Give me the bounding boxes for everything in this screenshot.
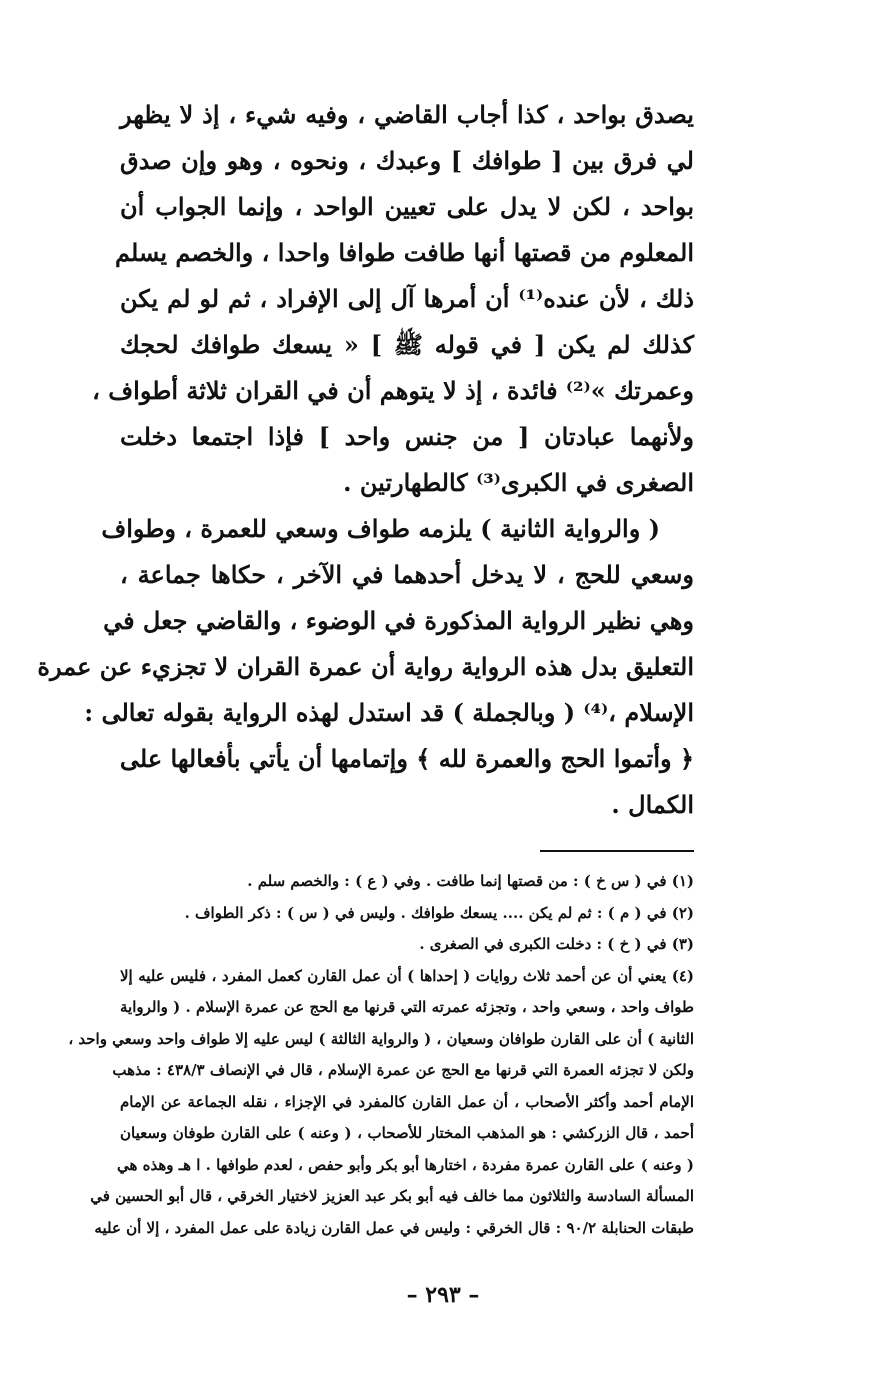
footnote-divider: [540, 850, 694, 852]
text-line: ذلك ، لأن عنده⁽¹⁾ أن أمرها آل إلى الإفراد ، ثم لو لم يكن: [120, 284, 695, 313]
text-line: وعمرتك »⁽²⁾ فائدة ، إذ لا يتوهم أن في القران ثلاثة أطواف ،: [92, 376, 694, 405]
text-line: كذلك لم يكن [ في قوله ﷺ ] « يسعك طوافك لحجك: [120, 330, 694, 359]
text-line: لي فرق بين [ طوافك ] وعبدك ، ونحوه ، وهو وإن صدق: [120, 146, 694, 175]
footnote-1: (١) في ( س خ ) : من قصتها إنما طافت . وفي ( ع ) : والخصم سلم .: [247, 872, 694, 890]
footnote-4-line: طواف واحد ، وسعي واحد ، وتجزئه عمرته التي قرنها مع الحج عن عمرة الإسلام . ( والرواية: [120, 998, 694, 1016]
text-line: وسعي للحج ، لا يدخل أحدهما في الآخر ، حكاها جماعة ،: [120, 560, 694, 589]
text-line: ولأنهما عبادتان [ من جنس واحد ] فإذا اجتمعا دخلت: [120, 422, 694, 451]
text-line: المعلوم من قصتها أنها طافت طوافا واحدا ، والخصم يسلم: [115, 238, 694, 267]
footnote-3: (٣) في ( خ ) : دخلت الكبرى في الصغرى .: [419, 935, 694, 953]
text-line: يصدق بواحد ، كذا أجاب القاضي ، وفيه شيء ، إذ لا يظهر: [120, 100, 694, 129]
footnote-4-line: الإمام أحمد وأكثر الأصحاب ، أن عمل القارن كالمفرد في الإجزاء ، نقله الجماعة عن الإمام: [120, 1092, 694, 1111]
text-line: التعليق بدل هذه الرواية رواية أن عمرة القران لا تجزيء عن عمرة: [37, 652, 694, 681]
page-number: – ٢٩٣ –: [406, 1282, 480, 1308]
footnote-4-line: أحمد ، قال الزركشي : هو المذهب المختار للأصحاب ، ( وعنه ) على القارن طوفان وسعيان: [120, 1124, 694, 1142]
footnote-4-line: الثانية ) أن على القارن طوافان وسعيان ، ( والرواية الثالثة ) ليس عليه إلا طواف واحد وسعي واحد ،: [68, 1029, 694, 1048]
text-line: الصغرى في الكبرى⁽³⁾ كالطهارتين .: [343, 468, 694, 497]
footnote-4-line: ولكن لا تجزئه العمرة التي قرنها مع الحج عن عمرة الإسلام ، قال في الإنصاف ٤٣٨/٣ : مذهب: [112, 1061, 694, 1079]
footnote-4-line: طبقات الحنابلة ٩٠/٢ : قال الخرقي : وليس في عمل القارن زيادة على عمل المفرد ، إلا أن عليه: [94, 1218, 694, 1237]
text-line: الكمال .: [611, 790, 694, 819]
text-line: بواحد ، لكن لا يدل على تعيين الواحد ، وإنما الجواب أن: [120, 192, 694, 221]
footnotes-block: [68, 866, 694, 1244]
text-line: ( والرواية الثانية ) يلزمه طواف وسعي للعمرة ، وطواف: [101, 514, 660, 543]
text-line: ﴿ وأتموا الحج والعمرة لله ﴾ وإتمامها أن يأتي بأفعالها على: [119, 744, 694, 773]
footnote-2: (٢) في ( م ) : ثم لم يكن .... يسعك طوافك . وليس في ( س ) : ذكر الطواف .: [184, 903, 694, 922]
text-line: الإسلام ،⁽⁴⁾ ( وبالجملة ) قد استدل لهذه الرواية بقوله تعالى :: [84, 698, 694, 727]
main-text-block: [37, 92, 695, 828]
footnote-4-line: المسألة السادسة والثلاثون مما خالف فيه أبو بكر عبد العزيز لاختيار الخرقي ، قال أبو الحسين في: [90, 1187, 694, 1205]
text-line: وهي نظير الرواية المذكورة في الوضوء ، والقاضي جعل في: [103, 606, 694, 635]
footnote-4-line: ( وعنه ) على القارن عمرة مفردة ، اختارها أبو بكر وأبو حفص ، لعدم طوافها . ا هـ وهذه هي: [117, 1155, 694, 1174]
footnote-4-line: (٤) يعني أن عن أحمد ثلاث روايات ( إحداها ) أن عمل القارن كعمل المفرد ، فليس عليه إلا: [120, 966, 694, 985]
